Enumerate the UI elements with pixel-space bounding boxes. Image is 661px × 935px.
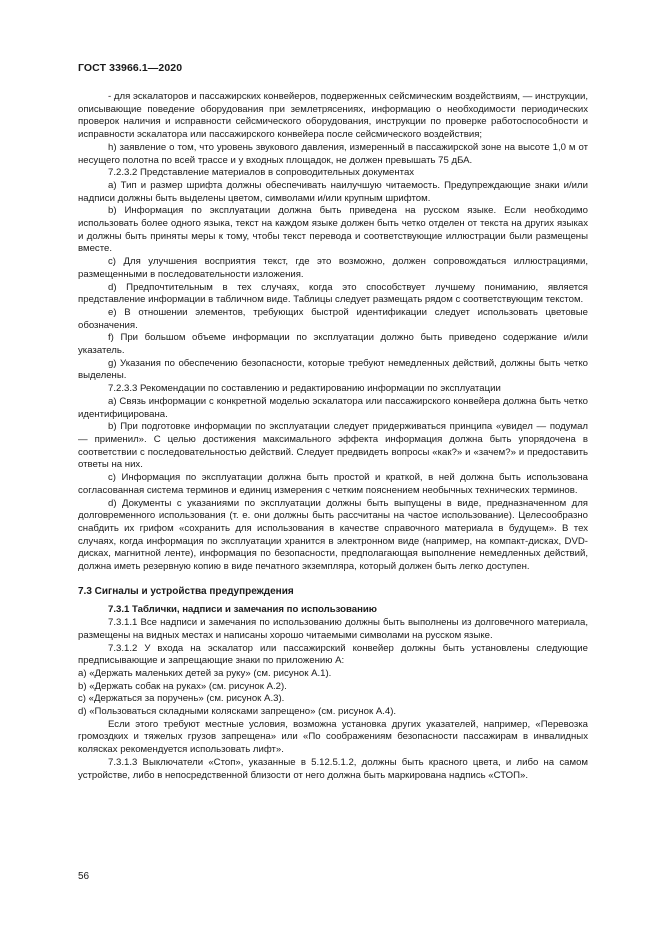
paragraph-seismic-instructions: - для эскалаторов и пассажирских конвейеров, подверженных сейсмическим воздействиям, — инструкции, описывающие поведение оборудования при землетрясениях, информацию о необходимости периодических проверок наличия и исправности сейсмического оборудования, инструкции по проверке работоспособности и исправности эскалатора или пассажирского конвейера после сейсмического воздействия; xyxy=(78,91,588,141)
item-f-contents: f) При большом объеме информации по эксплуатации должно быть приведено содержание и/или указатель. xyxy=(78,332,588,357)
item-g-safety: g) Указания по обеспечению безопасности, которые требуют немедленных действий, должны быть четко выделены. xyxy=(78,357,588,382)
document-body xyxy=(78,91,588,782)
item-d-tables: d) Предпочтительным в тех случаях, когда это способствует лучшему пониманию, является представление информации в табличном виде. Таблицы следует размещать рядом с соответствующим текстом. xyxy=(78,281,588,306)
item-b-language: b) Информация по эксплуатации должна быть приведена на русском языке. Если необходимо использовать более одного языка, текст на каждом языке должен быть четко отделен от текста на других языках и должны быть приняты меры к тому, чтобы текст перевода и соответствующие иллюстрации были размещены вместе. xyxy=(78,205,588,255)
list-item-c: c) «Держаться за поручень» (см. рисунок А.3). xyxy=(78,693,285,705)
page-number: 56 xyxy=(78,871,90,882)
section-heading-7-3: 7.3 Сигналы и устройства предупреждения xyxy=(78,585,294,597)
clause-7-2-3-3: 7.2.3.3 Рекомендации по составлению и редактированию информации по эксплуатации xyxy=(108,383,501,395)
item-b-principle: b) При подготовке информации по эксплуатации следует придерживаться принципа «увидел — подумал — применил». С целью достижения максимального эффекта информация должна быть упорядочена в соответствии с последовательностью действий. Следует предвидеть вопросы «как?» и «зачем?» и предоставить ответы на них. xyxy=(78,421,588,471)
standard-header: ГОСТ 33966.1—2020 xyxy=(78,62,183,74)
item-d-durable-docs: d) Документы с указаниями по эксплуатации должны быть выпущены в виде, предназначенном для долговременного использования (т. е. они должны быть рассчитаны на частое использование). Целесообразно снабдить их грифом «сохранить для использования в качестве справочного материала в будущем». В тех случаях, когда информация по эксплуатации хранится в электронном виде (например, на компакт-дисках, DVD-дисках, магнитной ленте), информация по безопасности, предполагающая выполнение немедленных действий, должна иметь резервную копию в виде печатного экземпляра, который должен быть легко доступен. xyxy=(78,497,588,573)
clause-7-3-1-1: 7.3.1.1 Все надписи и замечания по использованию должны быть выполнены из долговечного материала, размещены на видных местах и написаны хорошо читаемыми символами на русском языке. xyxy=(78,617,588,641)
paragraph-sound-pressure: h) заявление о том, что уровень звукового давления, измеренный в пассажирской зоне на высоте 1,0 м от несущего полотна по всей трассе и у входных площадок, не должен превышать 75 дБА. xyxy=(78,141,588,166)
item-e-color-coding: e) В отношении элементов, требующих быстрой идентификации следует использовать цветовые обозначения. xyxy=(78,306,588,331)
item-a-font: a) Тип и размер шрифта должны обеспечивать наилучшую читаемость. Предупреждающие знаки и/или надписи должны быть выделены цветом, символами и/или крупным шрифтом. xyxy=(78,179,588,204)
list-item-a: a) «Держать маленьких детей за руку» (см. рисунок А.1). xyxy=(78,667,332,679)
item-a-model-link: a) Связь информации с конкретной моделью эскалатора или пассажирского конвейера должна быть четко идентифицирована. xyxy=(78,395,588,420)
subsection-heading-7-3-1: 7.3.1 Таблички, надписи и замечания по использованию xyxy=(108,604,377,616)
clause-7-3-1-3: 7.3.1.3 Выключатели «Стоп», указанные в 5.12.5.1.2, должны быть красного цвета, и либо на самом устройстве, либо в непосредственной близости от него должна быть маркирована надпись «СТОП». xyxy=(78,756,588,781)
item-c-simple-text: c) Информация по эксплуатации должна быть простой и краткой, в ней должна быть использована согласованная система терминов и единиц измерения с четким пояснением необычных технических терминов. xyxy=(78,472,588,496)
list-item-d: d) «Пользоваться складными колясками запрещено» (см. рисунок А.4). xyxy=(78,706,397,718)
item-c-illustrations: c) Для улучшения восприятия текст, где это возможно, должен сопровождаться иллюстрациями, размещенными в последовательности изложения. xyxy=(78,256,588,280)
list-item-b: b) «Держать собак на руках» (см. рисунок А.2). xyxy=(78,680,287,692)
clause-7-2-3-2: 7.2.3.2 Представление материалов в сопроводительных документах xyxy=(108,167,415,179)
clause-7-3-1-2: 7.3.1.2 У входа на эскалатор или пассажирский конвейер должны быть установлены следующие предписывающие и запрещающие знаки по приложению А: xyxy=(78,642,588,667)
paragraph-local-signs: Если этого требуют местные условия, возможна установка других указателей, например, «Перевозка громоздких и тяжелых грузов запрещена» или «По соображениям безопасности пассажирам в инвалидных колясках рекомендуется использовать лифт». xyxy=(78,718,588,756)
